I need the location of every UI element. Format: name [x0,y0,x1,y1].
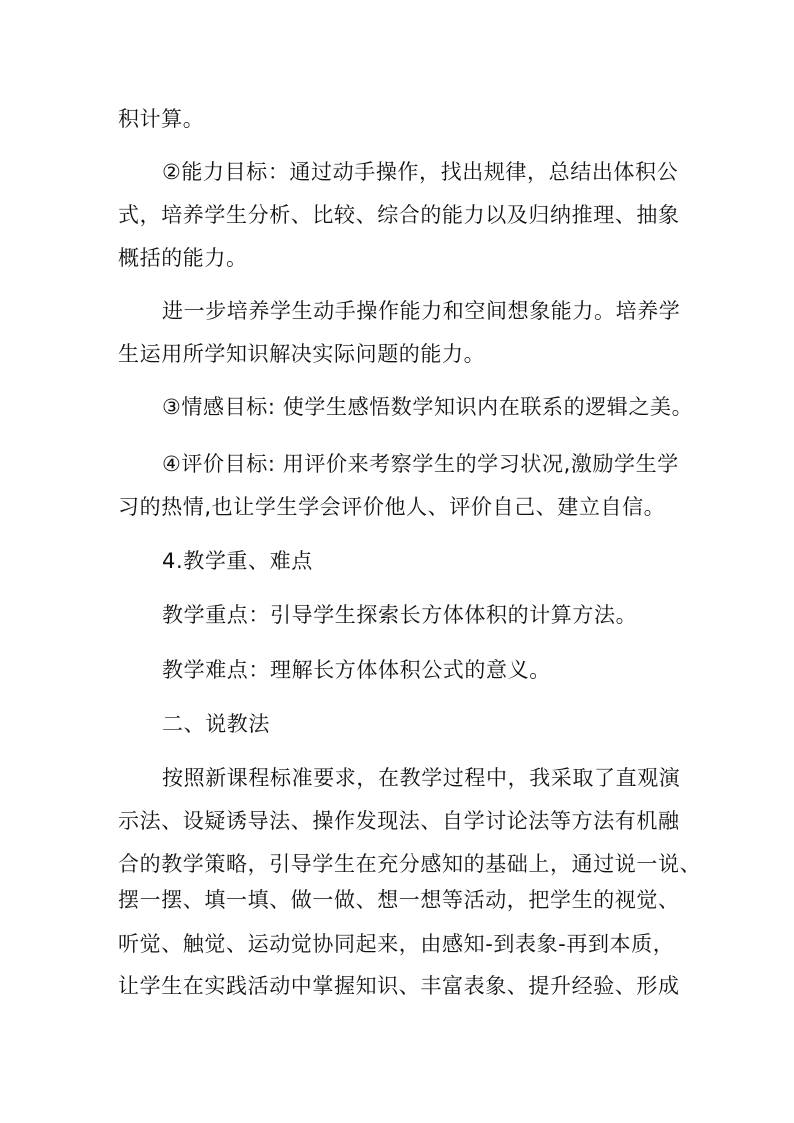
text-line: 式，培养学生分析、比较、综合的能力以及归纳推理、抽象 [118,203,680,227]
text-line: 合的教学策略，引导学生在充分感知的基础上，通过说一说、 [118,852,702,876]
text-line: 习的热情,也让学生学会评价他人、评价自己、建立自信。 [118,495,666,519]
section-heading: 二、说教法 [162,712,270,736]
text-line: 听觉、触觉、运动觉协同起来，由感知-到表象-再到本质， [118,932,675,956]
text-line: ④评价目标: 用评价来考察学生的学习状况,激励学生学 [162,452,679,476]
text-line: ③情感目标: 使学生感悟数学知识内在联系的逻辑之美。 [162,395,694,419]
text-line: 概括的能力。 [118,246,248,270]
text-line: 教学难点：理解长方体体积公式的意义。 [162,658,551,682]
text-line: 摆一摆、填一填、做一做、想一想等活动，把学生的视觉、 [118,888,680,912]
text-line: 让学生在实践活动中掌握知识、丰富表象、提升经验、形成 [118,974,680,998]
text-line: 教学重点：引导学生探索长方体体积的计算方法。 [162,603,638,627]
text-line: 示法、设疑诱导法、操作发现法、自学讨论法等方法有机融 [118,809,680,833]
section-heading: 4.教学重、难点 [162,549,313,573]
text-line: 生运用所学知识解决实际问题的能力。 [118,342,486,366]
text-line: ②能力目标：通过动手操作，找出规律，总结出体积公 [162,160,679,184]
text-line: 积计算。 [118,107,205,131]
text-line: 按照新课程标准要求，在教学过程中，我采取了直观演 [162,766,681,790]
text-line: 进一步培养学生动手操作能力和空间想象能力。培养学 [162,299,681,323]
